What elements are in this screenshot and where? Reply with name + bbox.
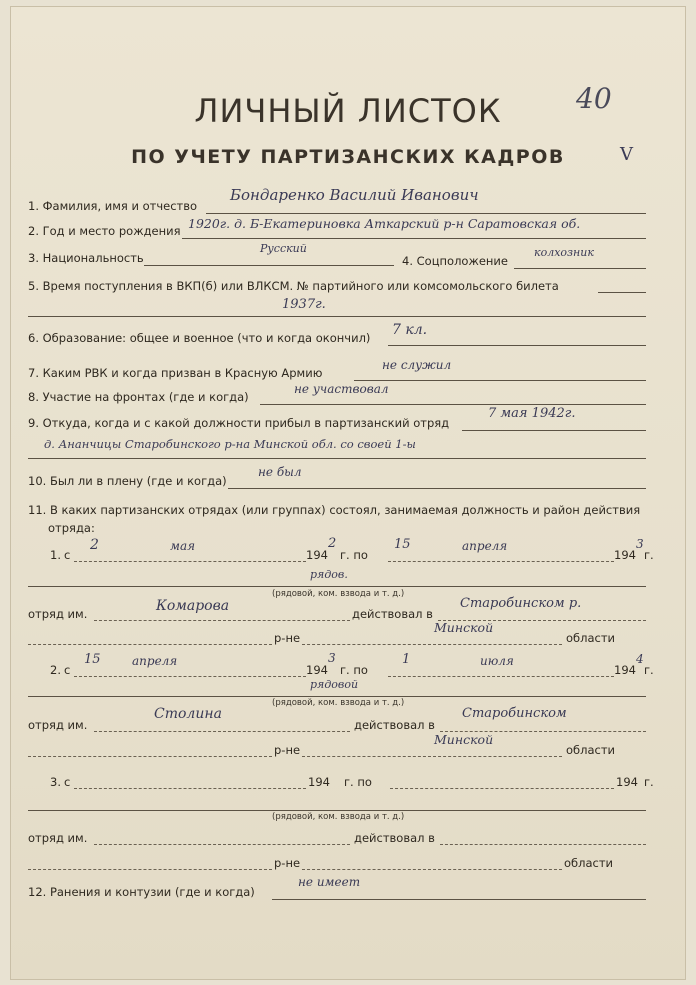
entry-1-po: г. по (340, 548, 368, 562)
entry-1-oblast: Минской (434, 620, 494, 635)
entry-1-day-to: 15 (394, 537, 411, 552)
field-7-value: не служил (382, 358, 452, 372)
entry-2-deystvoval: действовал в (354, 718, 435, 732)
entry-1-otryad: Комарова (156, 598, 230, 614)
entry-1-deystvoval: действовал в (352, 607, 433, 621)
entry-2-hint: (рядовой, ком. взвода и т. д.) (272, 698, 405, 708)
field-12-value: не имеет (298, 875, 361, 889)
field-11-label: 11. В каких партизанских отрядах (или группах) состоял, занимаемая должность и район действия (28, 503, 641, 517)
entry-3-year-from-prefix: 194 (308, 775, 330, 789)
field-3-value: Русский (260, 242, 307, 255)
field-10-value: не был (258, 465, 302, 479)
entry-1-g: г. (644, 548, 654, 562)
entry-2-year-to: 4 (636, 652, 644, 666)
entry-1-hint: (рядовой, ком. взвода и т. д.) (272, 589, 405, 599)
entry-2-year-from-prefix: 194 (306, 663, 328, 677)
entry-2-deystvoval-v: Старобинском (462, 706, 567, 721)
field-9-value-2: д. Ананчицы Старобинского р-на Минской обл. со своей 1-ы (44, 437, 416, 451)
entry-2-g: г. (644, 663, 654, 677)
field-1-value: Бондаренко Василий Иванович (230, 186, 479, 204)
entry-1-deystvoval-v: Старобинском р. (460, 596, 582, 611)
field-3-label: 3. Национальность (28, 251, 144, 265)
entry-2-day-from: 15 (84, 652, 101, 667)
entry-3-g: г. (644, 775, 654, 789)
entry-3-oblasti: области (564, 856, 614, 870)
entry-3-num: 3. (50, 775, 61, 789)
entry-1-position: рядов. (310, 568, 348, 581)
entry-3-rne: р-не (274, 856, 301, 870)
entry-1-rne: р-не (274, 631, 301, 645)
entry-3-deystvoval: действовал в (354, 831, 435, 845)
entry-2-otryad: Столина (154, 706, 222, 722)
entry-2-c: с (64, 663, 71, 677)
entry-1-year-to: 3 (636, 537, 644, 551)
field-6-label: 6. Образование: общее и военное (что и когда окончил) (28, 331, 371, 345)
field-1-label: 1. Фамилия, имя и отчество (28, 199, 198, 213)
document-sheet (10, 6, 686, 980)
entry-1-month-to: апреля (462, 539, 508, 553)
entry-2-rne: р-не (274, 743, 301, 757)
entry-1-year-from: 2 (328, 536, 337, 551)
entry-2-position: рядовой (310, 678, 359, 691)
entry-2-month-from: апреля (132, 654, 178, 668)
field-11-label-2: отряда: (48, 521, 95, 535)
field-12-label: 12. Ранения и контузии (где и когда) (28, 885, 255, 899)
entry-2-oblasti: области (566, 743, 616, 757)
field-4-label: 4. Соцположение (402, 254, 508, 268)
field-2-label: 2. Год и место рождения (28, 224, 181, 238)
entry-1-otryad-label: отряд им. (28, 607, 88, 621)
entry-1-num: 1. (50, 548, 61, 562)
field-5-value: 1937г. (282, 297, 326, 312)
field-9-label: 9. Откуда, когда и с какой должности прибыл в партизанский отряд (28, 416, 450, 430)
field-5-label: 5. Время поступления в ВКП(б) или ВЛКСМ. № партийного или комсомольского билета (28, 279, 559, 293)
field-10-label: 10. Был ли в плену (где и когда) (28, 474, 227, 488)
field-6-value: 7 кл. (392, 322, 428, 338)
entry-1-oblasti: области (566, 631, 616, 645)
entry-2-day-to: 1 (402, 652, 411, 667)
check-mark: V (620, 144, 633, 165)
entry-3-c: с (64, 775, 71, 789)
entry-2-num: 2. (50, 663, 61, 677)
entry-1-year-from-prefix: 194 (306, 548, 328, 562)
entry-3-otryad-label: отряд им. (28, 831, 88, 845)
field-8-value: не участвовал (294, 382, 389, 396)
entry-2-oblast: Минской (434, 732, 494, 747)
entry-2-month-to: июля (480, 654, 514, 668)
entry-3-po: г. по (344, 775, 372, 789)
entry-2-year-from: 3 (328, 651, 336, 665)
entry-1-month-from: мая (170, 539, 196, 553)
entry-2-otryad-label: отряд им. (28, 718, 88, 732)
field-4-value: колхозник (534, 246, 594, 259)
page-number-handwritten: 40 (576, 82, 612, 115)
entry-1-c: с (64, 548, 71, 562)
entry-1-year-to-prefix: 194 (614, 548, 636, 562)
entry-2-po: г. по (340, 663, 368, 677)
field-9-value: 7 мая 1942г. (488, 406, 576, 421)
field-8-label: 8. Участие на фронтах (где и когда) (28, 390, 249, 404)
entry-2-year-to-prefix: 194 (614, 663, 636, 677)
page-title: ЛИЧНЫЙ ЛИСТОК (194, 92, 502, 130)
field-7-label: 7. Каким РВК и когда призван в Красную Армию (28, 366, 323, 380)
entry-3-hint: (рядовой, ком. взвода и т. д.) (272, 812, 405, 822)
entry-3-year-to-prefix: 194 (616, 775, 638, 789)
page-subtitle: ПО УЧЕТУ ПАРТИЗАНСКИХ КАДРОВ (131, 146, 565, 168)
field-2-value: 1920г. д. Б-Екатериновка Аткарский р-н Саратовская об. (188, 216, 581, 231)
entry-1-day-from: 2 (90, 537, 99, 553)
